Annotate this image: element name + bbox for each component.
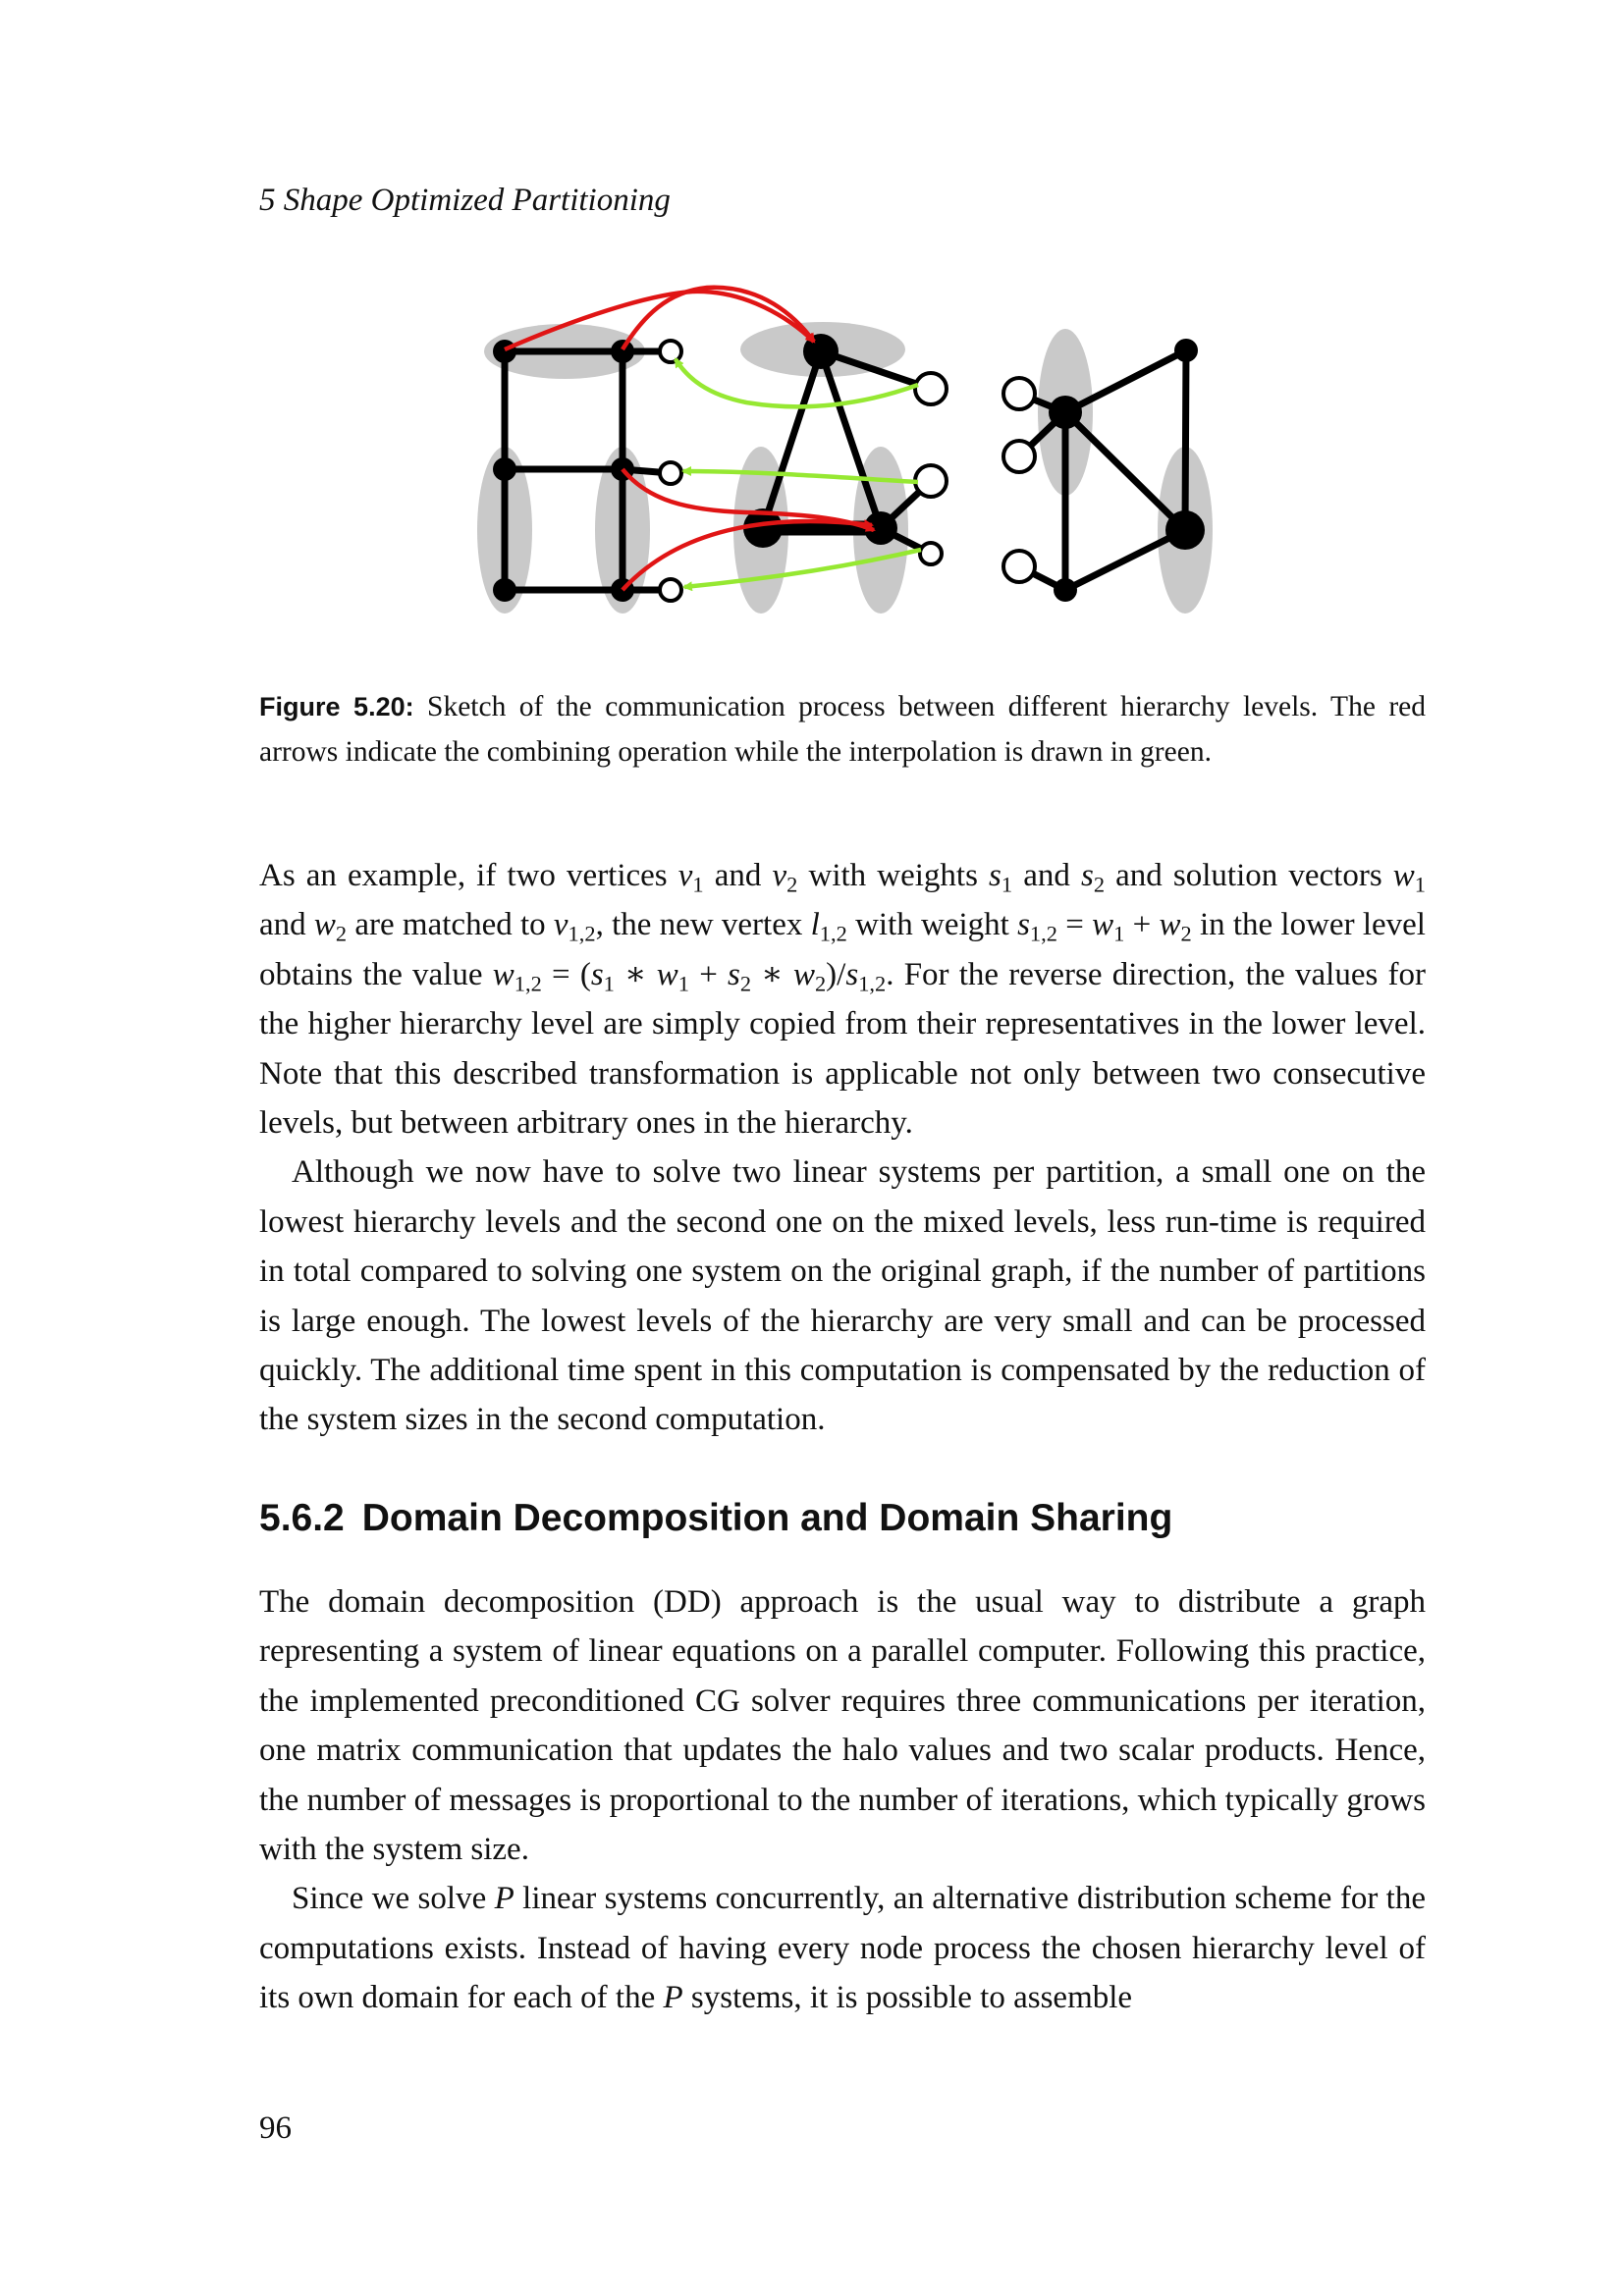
paragraph: The domain decomposition (DD) approach is the usual way to distribute a graph representing a system of linear equations on a parallel computer. Following this practice, the implemented preconditioned CG solver requires three communications per iteration, one matrix communication that updates the halo values and two scalar products. Hence, the number of messages is proportional to the number of iterations, which typically grows with the system size. [259, 1584, 1426, 1868]
paragraph: Although we now have to solve two linear systems per partition, a small one on the lowest hierarchy levels and the second one on the mixed levels, less run-time is required in total compared to solving one system on the original graph, if the number of partitions is large enough. The lowest levels of the hierarchy are very small and can be processed quickly. The additional time spent in this computation is compensated by the reduction of the system sizes in the second computation. [259, 1154, 1426, 1438]
paragraph: Since we solve P linear systems concurrently, an alternative distribution scheme for the computations exists. Instead of having every node process the chosen hierarchy level of its own domain for each of the P systems, it is possible to assemble [259, 1881, 1426, 2016]
body-text [259, 851, 1426, 1445]
section-body-text [259, 1577, 1426, 2023]
page-number: 96 [259, 2110, 292, 2146]
section-title: Domain Decomposition and Domain Sharing [361, 1497, 1173, 1539]
figure-caption-text: Sketch of the communication process between different hierarchy levels. The red arrows indicate the combining operation while the interpolation is drawn in green. [259, 691, 1427, 768]
hierarchy-communication-figure [461, 275, 1227, 628]
figure-caption [259, 684, 1426, 774]
paragraph: As an example, if two vertices $v_1$ and $v_2$ with weights $s_1$ and $s_2$ and solution vectors $w_1$ and $w_2$ are matched to $v_{1,2}$, the new vertex $l_{1,2}$ with weight $s_{1,2} = w_1 + w_2$ in the lower level obtains the value $w_{1,2} = (s_1$ ∗ $w_1 + s_2$ ∗ $w_2)/s_{1,2}$. For the reverse direction, the values for the higher hierarchy level are simply copied from their representatives in the lower level. Note that this described transformation is applicable not only between two consecutive levels, but between arbitrary ones in the hierarchy. [259, 858, 1427, 1142]
running-head: 5 Shape Optimized Partitioning [259, 183, 671, 218]
section-heading [259, 1497, 1172, 1540]
figure-label: Figure 5.20: [259, 692, 414, 721]
section-number: 5.6.2 [259, 1497, 345, 1539]
